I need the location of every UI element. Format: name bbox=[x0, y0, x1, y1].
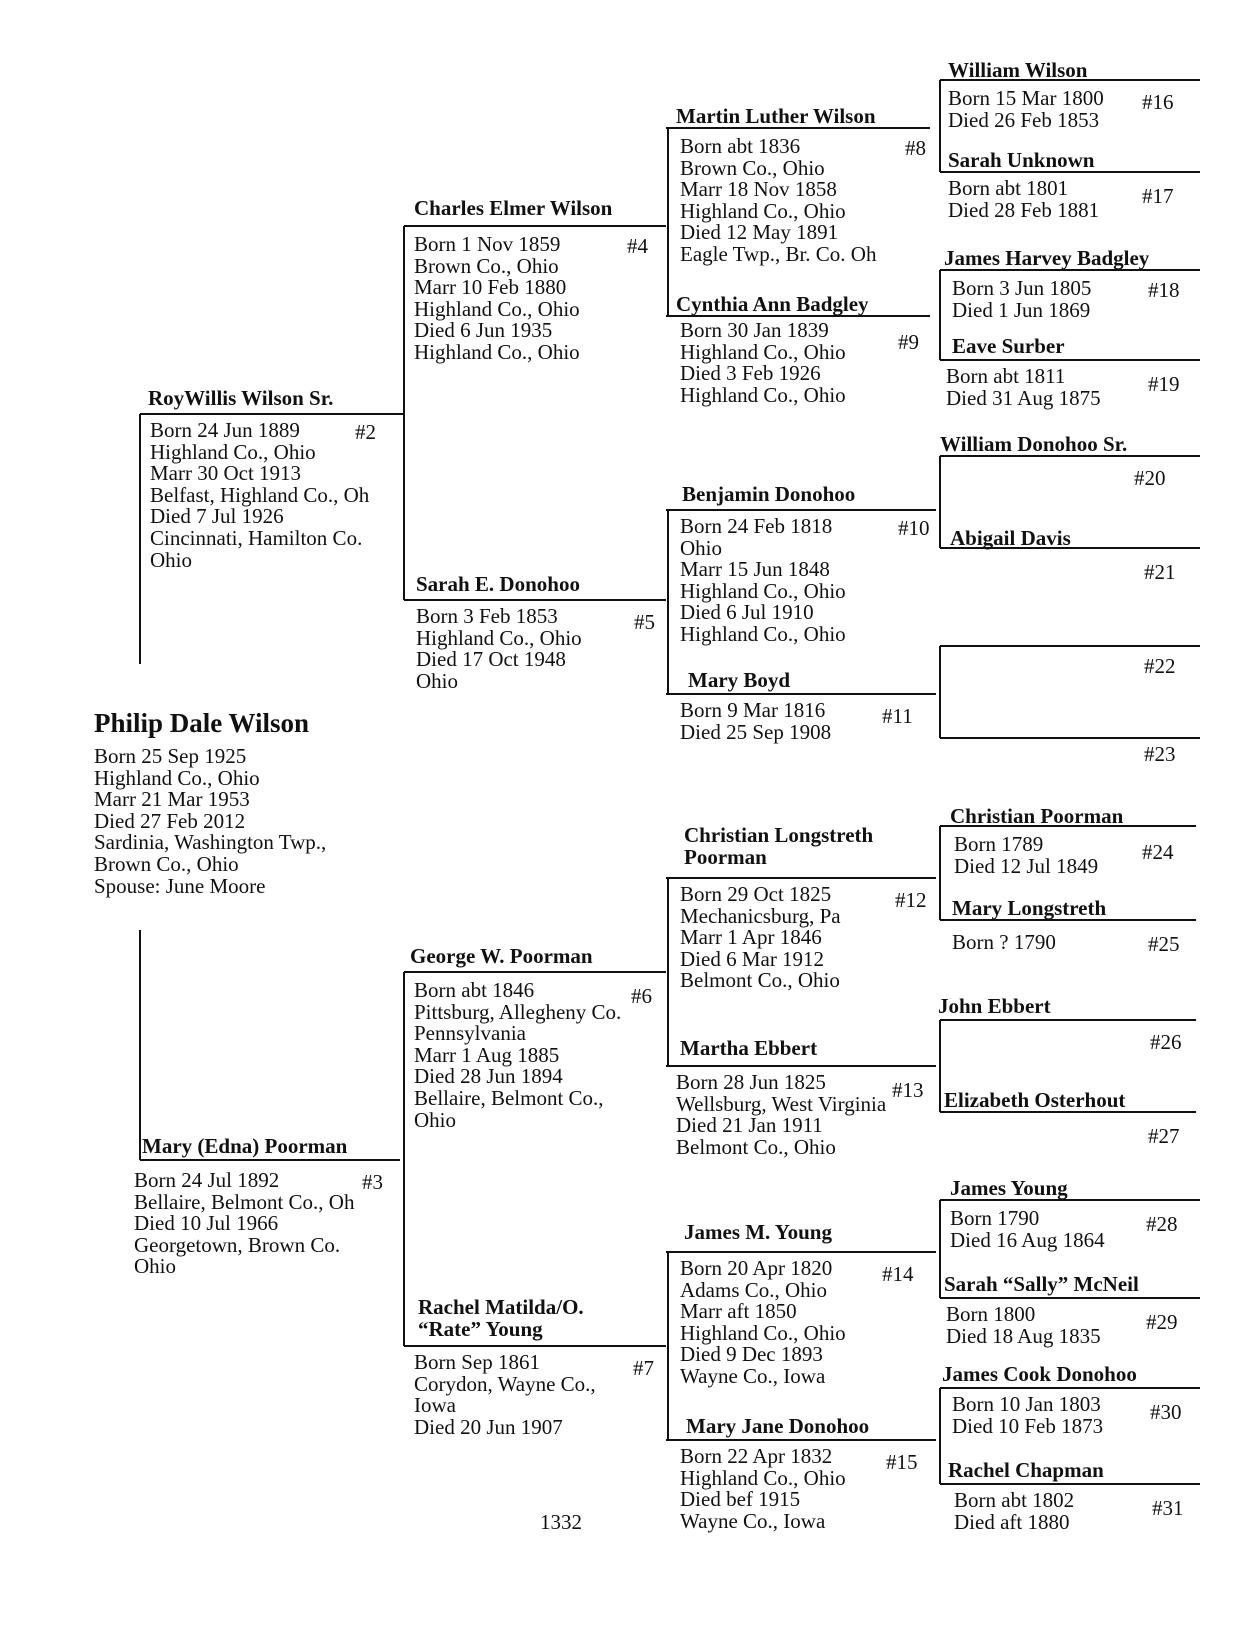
detail-line: Spouse: June Moore bbox=[94, 873, 266, 898]
person-details bbox=[414, 234, 580, 364]
detail-line: Marr aft 1850 bbox=[680, 1299, 797, 1324]
person-number: #27 bbox=[1148, 1124, 1180, 1148]
person-number: #31 bbox=[1152, 1496, 1184, 1520]
person-name: Sarah Unknown bbox=[948, 148, 1095, 172]
person-number: #2 bbox=[355, 420, 376, 444]
person-details bbox=[948, 88, 1104, 131]
detail-line: Born 29 Oct 1825 bbox=[680, 882, 832, 906]
detail-line: Highland Co., Ohio bbox=[680, 382, 846, 407]
detail-line: Died 9 Dec 1893 bbox=[680, 1342, 823, 1367]
person-number: #16 bbox=[1142, 90, 1174, 114]
detail-line: Bellaire, Belmont Co., bbox=[414, 1085, 604, 1110]
detail-line: Belmont Co., Ohio bbox=[680, 968, 840, 993]
person-details bbox=[950, 1208, 1105, 1251]
detail-line: Highland Co., Ohio bbox=[416, 625, 582, 650]
person-number: #5 bbox=[634, 610, 655, 634]
detail-line: Highland Co., Ohio bbox=[680, 339, 846, 364]
detail-line: Highland Co., Ohio bbox=[150, 439, 316, 464]
person-number: #4 bbox=[627, 234, 648, 258]
detail-line: Ohio bbox=[416, 668, 458, 693]
person-details bbox=[952, 932, 1056, 954]
detail-line: Marr 18 Nov 1858 bbox=[680, 177, 837, 202]
detail-line: Died aft 1880 bbox=[954, 1509, 1070, 1534]
detail-line: Pittsburg, Allegheny Co. bbox=[414, 999, 622, 1024]
detail-line: Mechanicsburg, Pa bbox=[680, 903, 841, 928]
person-details bbox=[676, 1072, 886, 1158]
detail-line: Born 30 Jan 1839 bbox=[680, 318, 829, 342]
detail-line: Died 16 Aug 1864 bbox=[950, 1227, 1105, 1252]
person-number: #17 bbox=[1142, 184, 1174, 208]
detail-line: Died 10 Jul 1966 bbox=[134, 1211, 279, 1236]
person-name: Rachel Matilda/O. “Rate” Young bbox=[418, 1295, 584, 1341]
person-details bbox=[946, 366, 1101, 409]
detail-line: Born abt 1801 bbox=[948, 176, 1069, 200]
person-name: Abigail Davis bbox=[950, 526, 1071, 550]
detail-line: Born 1789 bbox=[954, 832, 1044, 856]
detail-line: Died 25 Sep 1908 bbox=[680, 719, 832, 744]
detail-line: Died 6 Jun 1935 bbox=[414, 318, 553, 343]
person-details bbox=[948, 178, 1099, 221]
detail-line: Born ? 1790 bbox=[952, 930, 1056, 954]
person-details bbox=[680, 516, 846, 646]
detail-line: Brown Co., Ohio bbox=[414, 253, 559, 278]
person-name: Sarah “Sally” McNeil bbox=[944, 1272, 1139, 1296]
person-name: Mary Longstreth bbox=[952, 896, 1107, 920]
person-name: Elizabeth Osterhout bbox=[944, 1088, 1126, 1112]
person-number: #14 bbox=[882, 1262, 914, 1286]
detail-line: Born 25 Sep 1925 bbox=[94, 744, 247, 768]
detail-line: Marr 21 Mar 1953 bbox=[94, 787, 250, 812]
person-name: James Harvey Badgley bbox=[944, 246, 1150, 270]
detail-line: Died 7 Jul 1926 bbox=[150, 504, 284, 529]
detail-line: Highland Co., Ohio bbox=[680, 1465, 846, 1490]
detail-line: Marr 1 Apr 1846 bbox=[680, 925, 822, 950]
person-name: James M. Young bbox=[684, 1220, 832, 1244]
person-details bbox=[952, 278, 1091, 321]
person-number: #11 bbox=[882, 704, 913, 728]
detail-line: Highland Co., Ohio bbox=[414, 296, 580, 321]
person-number: #24 bbox=[1142, 840, 1174, 864]
detail-line: Born 24 Jun 1889 bbox=[150, 418, 300, 442]
detail-line: Died 28 Feb 1881 bbox=[948, 197, 1100, 222]
detail-line: Born abt 1836 bbox=[680, 134, 801, 158]
detail-line: Brown Co., Ohio bbox=[94, 851, 239, 876]
detail-line: Born 10 Jan 1803 bbox=[952, 1392, 1101, 1416]
detail-line: Ohio bbox=[414, 1107, 456, 1132]
detail-line: Corydon, Wayne Co., bbox=[414, 1371, 596, 1396]
detail-line: Belmont Co., Ohio bbox=[676, 1134, 836, 1159]
person-name: Mary Boyd bbox=[688, 668, 791, 692]
detail-line: Wayne Co., Iowa bbox=[680, 1508, 826, 1533]
person-details bbox=[680, 136, 876, 266]
detail-line: Died 10 Feb 1873 bbox=[952, 1413, 1104, 1438]
detail-line: Ohio bbox=[134, 1254, 176, 1279]
detail-line: Died 3 Feb 1926 bbox=[680, 361, 821, 386]
detail-line: Born 1 Nov 1859 bbox=[414, 232, 561, 256]
person-details bbox=[680, 320, 846, 406]
person-details bbox=[946, 1304, 1101, 1347]
person-number: #28 bbox=[1146, 1212, 1178, 1236]
person-details bbox=[680, 1258, 846, 1388]
person-name: George W. Poorman bbox=[410, 944, 593, 968]
person-name: Benjamin Donohoo bbox=[682, 482, 856, 506]
person-name: Rachel Chapman bbox=[948, 1458, 1104, 1482]
detail-line: Died 6 Mar 1912 bbox=[680, 946, 825, 971]
detail-line: Highland Co., Ohio bbox=[414, 339, 580, 364]
person-number: #30 bbox=[1150, 1400, 1182, 1424]
person-details bbox=[414, 1352, 596, 1438]
detail-line: Died 12 May 1891 bbox=[680, 220, 839, 245]
person-name: Philip Dale Wilson bbox=[94, 708, 310, 738]
person-number: #6 bbox=[631, 984, 652, 1008]
detail-line: Died 18 Aug 1835 bbox=[946, 1323, 1101, 1348]
detail-line: Highland Co., Ohio bbox=[94, 765, 260, 790]
person-number: #21 bbox=[1144, 560, 1176, 584]
person-number: #7 bbox=[633, 1356, 654, 1380]
detail-line: Died 20 Jun 1907 bbox=[414, 1414, 563, 1439]
detail-line: Died 12 Jul 1849 bbox=[954, 853, 1099, 878]
person-details bbox=[94, 746, 326, 897]
detail-line: Adams Co., Ohio bbox=[680, 1277, 827, 1302]
detail-line: Died 26 Feb 1853 bbox=[948, 107, 1100, 132]
person-number: #19 bbox=[1148, 372, 1180, 396]
detail-line: Born 24 Jul 1892 bbox=[134, 1168, 280, 1192]
person-name: John Ebbert bbox=[938, 994, 1051, 1018]
person-number: #18 bbox=[1148, 278, 1180, 302]
detail-line: Marr 30 Oct 1913 bbox=[150, 461, 302, 486]
detail-line: Born 3 Feb 1853 bbox=[416, 604, 558, 628]
person-name: Martin Luther Wilson bbox=[676, 104, 876, 128]
detail-line: Died 28 Jun 1894 bbox=[414, 1064, 563, 1089]
detail-line: Born 1800 bbox=[946, 1302, 1036, 1326]
detail-line: Died 31 Aug 1875 bbox=[946, 385, 1101, 410]
person-number: #26 bbox=[1150, 1030, 1182, 1054]
detail-line: Born 3 Jun 1805 bbox=[952, 276, 1092, 300]
detail-line: Died 1 Jun 1869 bbox=[952, 297, 1091, 322]
detail-line: Belfast, Highland Co., Oh bbox=[150, 482, 370, 507]
detail-line: Wayne Co., Iowa bbox=[680, 1363, 826, 1388]
person-details bbox=[680, 884, 841, 992]
detail-line: Born abt 1802 bbox=[954, 1488, 1075, 1512]
detail-line: Brown Co., Ohio bbox=[680, 155, 825, 180]
detail-line: Born 20 Apr 1820 bbox=[680, 1256, 833, 1280]
person-name: Sarah E. Donohoo bbox=[416, 572, 580, 596]
person-number: #20 bbox=[1134, 466, 1166, 490]
person-name: William Wilson bbox=[948, 58, 1088, 82]
person-name: Mary (Edna) Poorman bbox=[142, 1134, 348, 1158]
detail-line: Eagle Twp., Br. Co. Oh bbox=[680, 241, 877, 266]
person-name: Charles Elmer Wilson bbox=[414, 196, 613, 220]
detail-line: Born 24 Feb 1818 bbox=[680, 514, 833, 538]
detail-line: Highland Co., Ohio bbox=[680, 621, 846, 646]
person-details bbox=[680, 700, 831, 743]
detail-line: Wellsburg, West Virginia bbox=[676, 1091, 887, 1116]
detail-line: Died 21 Jan 1911 bbox=[676, 1113, 823, 1138]
detail-line: Born abt 1811 bbox=[946, 364, 1066, 388]
detail-line: Born 9 Mar 1816 bbox=[680, 698, 826, 722]
person-name: William Donohoo Sr. bbox=[940, 432, 1128, 456]
person-details bbox=[954, 834, 1098, 877]
person-name: Christian Longstreth Poorman bbox=[684, 823, 874, 869]
person-name: Christian Poorman bbox=[950, 804, 1124, 828]
person-name: Mary Jane Donohoo bbox=[686, 1414, 870, 1438]
person-number: #10 bbox=[898, 516, 930, 540]
person-details bbox=[416, 606, 582, 692]
detail-line: Iowa bbox=[414, 1393, 456, 1418]
person-details bbox=[952, 1394, 1103, 1437]
person-name: Eave Surber bbox=[952, 334, 1065, 358]
detail-line: Ohio bbox=[680, 535, 722, 560]
detail-line: Born abt 1846 bbox=[414, 978, 535, 1002]
detail-line: Born Sep 1861 bbox=[414, 1350, 540, 1374]
person-number: #23 bbox=[1144, 742, 1176, 766]
detail-line: Born 28 Jun 1825 bbox=[676, 1070, 826, 1094]
detail-line: Marr 15 Jun 1848 bbox=[680, 557, 830, 582]
detail-line: Bellaire, Belmont Co., Oh bbox=[134, 1189, 355, 1214]
detail-line: Marr 10 Feb 1880 bbox=[414, 275, 567, 300]
detail-line: Cincinnati, Hamilton Co. bbox=[150, 525, 363, 550]
detail-line: Born 22 Apr 1832 bbox=[680, 1444, 833, 1468]
person-details bbox=[414, 980, 621, 1131]
person-name: Cynthia Ann Badgley bbox=[676, 292, 869, 316]
person-name: RoyWillis Wilson Sr. bbox=[148, 386, 334, 410]
detail-line: Georgetown, Brown Co. bbox=[134, 1232, 341, 1257]
detail-line: Ohio bbox=[150, 547, 192, 572]
person-details bbox=[134, 1170, 354, 1278]
detail-line: Highland Co., Ohio bbox=[680, 1320, 846, 1345]
person-number: #3 bbox=[362, 1170, 383, 1194]
detail-line: Marr 1 Aug 1885 bbox=[414, 1042, 560, 1067]
person-name: Martha Ebbert bbox=[680, 1036, 818, 1060]
person-number: #15 bbox=[886, 1450, 918, 1474]
person-number: #9 bbox=[898, 330, 919, 354]
detail-line: Sardinia, Washington Twp., bbox=[94, 830, 327, 855]
page-number: 1332 bbox=[540, 1510, 582, 1534]
person-number: #12 bbox=[895, 888, 927, 912]
person-number: #29 bbox=[1146, 1310, 1178, 1334]
person-name: James Cook Donohoo bbox=[942, 1362, 1137, 1386]
detail-line: Pennsylvania bbox=[414, 1021, 526, 1046]
detail-line: Died 17 Oct 1948 bbox=[416, 647, 566, 672]
person-number: #25 bbox=[1148, 932, 1180, 956]
person-number: #22 bbox=[1144, 654, 1176, 678]
detail-line: Died 6 Jul 1910 bbox=[680, 600, 814, 625]
person-number: #13 bbox=[892, 1078, 924, 1102]
detail-line: Died 27 Feb 2012 bbox=[94, 808, 246, 833]
detail-line: Born 1790 bbox=[950, 1206, 1040, 1230]
person-name: James Young bbox=[950, 1176, 1068, 1200]
detail-line: Highland Co., Ohio bbox=[680, 578, 846, 603]
person-details bbox=[954, 1490, 1074, 1533]
detail-line: Highland Co., Ohio bbox=[680, 198, 846, 223]
person-details bbox=[680, 1446, 846, 1532]
person-details bbox=[150, 420, 369, 571]
person-number: #8 bbox=[905, 136, 926, 160]
detail-line: Died bef 1915 bbox=[680, 1487, 801, 1512]
detail-line: Born 15 Mar 1800 bbox=[948, 86, 1104, 110]
